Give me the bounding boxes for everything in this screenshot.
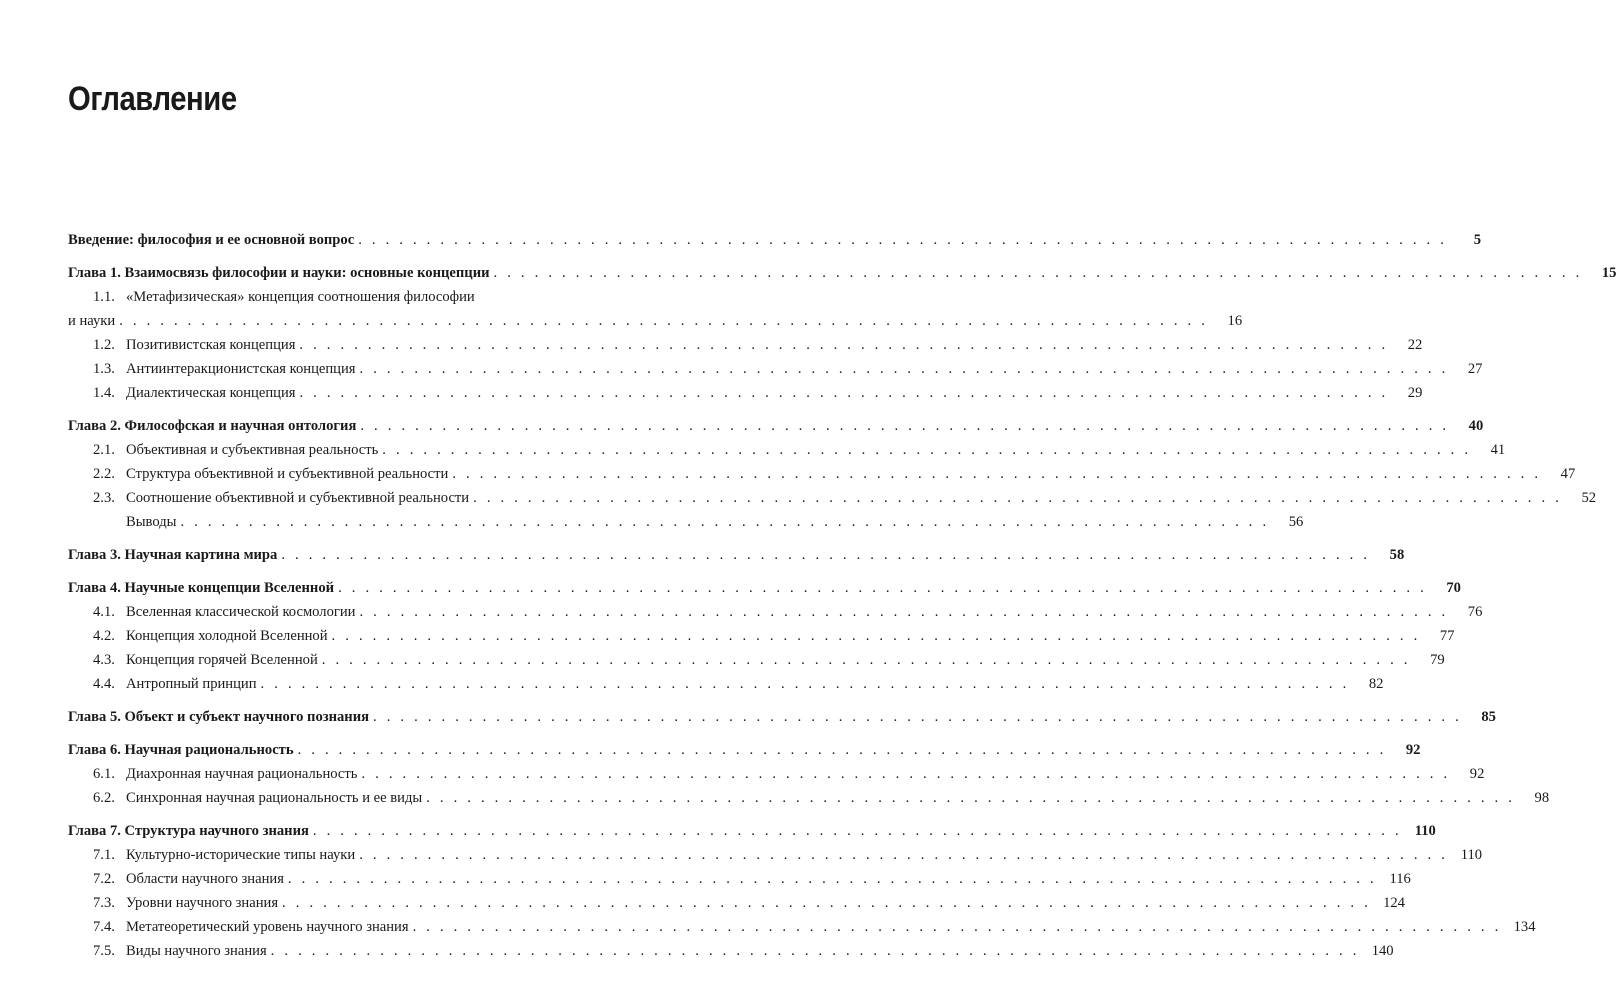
leader-dots: . . . . . . . . . . . . . . . . . . . . . . . . . . . . . . . . . . . . . . . . . . . . . . . . . . . . . . . . . . . . . . . . . . . . . . . . . . . . . . . . (358, 232, 1448, 248)
toc-entry-number: 4.4. (93, 676, 115, 692)
toc-entry-page: 116 (1389, 871, 1411, 887)
toc-entry-number: 6.2. (93, 790, 115, 806)
toc-entry-page: 124 (1383, 895, 1405, 911)
toc-chapter-title: Введение: философия и ее основной вопрос (68, 232, 355, 248)
toc-entry[interactable] (68, 786, 1550, 810)
toc-entry-number: 1.3. (93, 361, 115, 377)
toc-entry-title: Диалектическая концепция (126, 385, 296, 401)
toc-entry-page: 82 (1368, 676, 1384, 692)
toc-entry[interactable] (68, 762, 1485, 786)
toc-entry-number: 2.2. (93, 466, 115, 482)
toc-entry-continuation[interactable] (68, 309, 1243, 333)
toc-entry[interactable] (68, 915, 1536, 939)
toc-entry-title: Соотношение объективной и субъективной реальности (126, 490, 470, 506)
toc-entry[interactable] (68, 648, 1445, 672)
toc-entry-number: 4.2. (93, 628, 115, 644)
toc-entry-page: 76 (1467, 604, 1483, 620)
toc-entry-title: Концепция холодной Вселенной (126, 628, 328, 644)
toc-chapter-entry[interactable] (68, 228, 1482, 252)
toc-entry-title: Структура объективной и субъективной реальности (126, 466, 449, 482)
toc-chapter-entry[interactable] (68, 576, 1461, 600)
leader-dots: . . . . . . . . . . . . . . . . . . . . . . . . . . . . . . . . . . . . . . . . . . . . . . . . . . . . . . . . . . . . . . . . . . . . . . . . . . . . . . . . (180, 514, 1270, 530)
toc-entry[interactable] (68, 357, 1483, 381)
leader-dots: . . . . . . . . . . . . . . . . . . . . . . . . . . . . . . . . . . . . . . . . . . . . . . . . . . . . . . . . . . . . . . . . . . . . . . . . . . . . . . . . (260, 676, 1350, 692)
toc-entry[interactable] (68, 381, 1423, 405)
toc-entry-page: 22 (1407, 337, 1423, 353)
toc-entry-title: Позитивистская концепция (126, 337, 296, 353)
leader-dots: . . . . . . . . . . . . . . . . . . . . . . . . . . . . . . . . . . . . . . . . . . . . . . . . . . . . . . . . . . . . . . . . . . . . . . . . . . . . . . . . (119, 313, 1209, 329)
toc-entry-number: 2.3. (93, 490, 115, 506)
leader-dots: . . . . . . . . . . . . . . . . . . . . . . . . . . . . . . . . . . . . . . . . . . . . . . . . . . . . . . . . . . . . . . . . . . . . . . . . . . . . . . . . (359, 847, 1449, 863)
toc-chapter-entry[interactable] (68, 261, 1616, 285)
toc-entry[interactable] (68, 510, 1304, 534)
toc-entry[interactable] (68, 486, 1597, 510)
toc-entry[interactable] (68, 672, 1384, 696)
toc-entry-title: Культурно-исторические типы науки (126, 847, 356, 863)
toc-entry-page: 92 (1405, 742, 1421, 758)
toc-entry-page: 52 (1581, 490, 1597, 506)
leader-dots: . . . . . . . . . . . . . . . . . . . . . . . . . . . . . . . . . . . . . . . . . . . . . . . . . . . . . . . . . . . . . . . . . . . . . . . . . . . . . . . . (412, 919, 1502, 935)
toc-entry-title: Объективная и субъективная реальность (126, 442, 379, 458)
toc-entry-number: 7.4. (93, 919, 115, 935)
toc-entry[interactable] (68, 624, 1455, 648)
toc-entry-title: Синхронная научная рациональность и ее виды (126, 790, 423, 806)
toc-chapter-title: Глава 7. Структура научного знания (68, 823, 309, 839)
leader-dots: . . . . . . . . . . . . . . . . . . . . . . . . . . . . . . . . . . . . . . . . . . . . . . . . . . . . . . . . . . . . . . . . . . . . . . . . . . . . . . . . (382, 442, 1472, 458)
leader-dots: . . . . . . . . . . . . . . . . . . . . . . . . . . . . . . . . . . . . . . . . . . . . . . . . . . . . . . . . . . . . . . . . . . . . . . . . . . . . . . . . (359, 361, 1449, 377)
toc-entry-page: 110 (1460, 847, 1483, 863)
leader-dots: . . . . . . . . . . . . . . . . . . . . . . . . . . . . . . . . . . . . . . . . . . . . . . . . . . . . . . . . . . . . . . . . . . . . . . . . . . . . . . . . (281, 547, 1371, 563)
leader-dots: . . . . . . . . . . . . . . . . . . . . . . . . . . . . . . . . . . . . . . . . . . . . . . . . . . . . . . . . . . . . . . . . . . . . . . . . . . . . . . . . (299, 385, 1389, 401)
toc-entry-number: 7.3. (93, 895, 115, 911)
leader-dots: . . . . . . . . . . . . . . . . . . . . . . . . . . . . . . . . . . . . . . . . . . . . . . . . . . . . . . . . . . . . . . . . . . . . . . . . . . . . . . . . (359, 604, 1449, 620)
toc-entry-page: 85 (1481, 709, 1496, 725)
toc-entry-page: 92 (1469, 766, 1485, 782)
leader-dots: . . . . . . . . . . . . . . . . . . . . . . . . . . . . . . . . . . . . . . . . . . . . . . . . . . . . . . . . . . . . . . . . . . . . . . . . . . . . . . . . (338, 580, 1427, 596)
toc-entry[interactable] (68, 438, 1506, 462)
toc-entry[interactable] (68, 843, 1483, 867)
toc-entry[interactable] (68, 333, 1423, 357)
toc-entry-page: 40 (1468, 418, 1484, 434)
toc-entry-number: 1.1. (93, 289, 115, 305)
leader-dots: . . . . . . . . . . . . . . . . . . . . . . . . . . . . . . . . . . . . . . . . . . . . . . . . . . . . . . . . . . . . . . . . . . . . . . . . . . . . . . . . (270, 943, 1360, 959)
toc-entry-title: Антропный принцип (126, 676, 257, 692)
toc-entry-page: 29 (1407, 385, 1423, 401)
leader-dots: . . . . . . . . . . . . . . . . . . . . . . . . . . . . . . . . . . . . . . . . . . . . . . . . . . . . . . . . . . . . . . . . . . . . . . . . . . . . . . . . (473, 490, 1563, 506)
leader-dots: . . . . . . . . . . . . . . . . . . . . . . . . . . . . . . . . . . . . . . . . . . . . . . . . . . . . . . . . . . . . . . . . . . . . . . . . . . . . . . . . (331, 628, 1421, 644)
leader-dots: . . . . . . . . . . . . . . . . . . . . . . . . . . . . . . . . . . . . . . . . . . . . . . . . . . . . . . . . . . . . . . . . . . . . . . . . . . . . . . . . (299, 337, 1389, 353)
toc-entry-title: Виды научного знания (126, 943, 267, 959)
toc-entry-number: 7.2. (93, 871, 115, 887)
toc-entry-page: 134 (1513, 919, 1536, 935)
toc-entry[interactable] (68, 867, 1411, 891)
toc-entry-page: 56 (1288, 514, 1304, 530)
toc-entry[interactable] (68, 600, 1483, 624)
toc-entry-title: Области научного знания (126, 871, 284, 887)
leader-dots: . . . . . . . . . . . . . . . . . . . . . . . . . . . . . . . . . . . . . . . . . . . . . . . . . . . . . . . . . . . . . . . . . . . . . . . . . . . . . . . . (373, 709, 1462, 725)
toc-chapter-title: Глава 5. Объект и субъект научного познания (68, 709, 370, 725)
toc-entry-page: 77 (1439, 628, 1455, 644)
toc-entry-page: 27 (1467, 361, 1483, 377)
toc-entry-title: Концепция горячей Вселенной (126, 652, 318, 668)
toc-entry-title: Уровни научного знания (126, 895, 279, 911)
leader-dots: . . . . . . . . . . . . . . . . . . . . . . . . . . . . . . . . . . . . . . . . . . . . . . . . . . . . . . . . . . . . . . . . . . . . . . . . . . . . . . . . (287, 871, 1377, 887)
toc-entry[interactable] (68, 939, 1394, 963)
toc-entry-number: 7.1. (93, 847, 115, 863)
leader-dots: . . . . . . . . . . . . . . . . . . . . . . . . . . . . . . . . . . . . . . . . . . . . . . . . . . . . . . . . . . . . . . . . . . . . . . . . . . . . . . . . (426, 790, 1516, 806)
toc-entry[interactable] (68, 891, 1405, 915)
toc-entry-number: 1.4. (93, 385, 115, 401)
table-of-contents (68, 228, 1616, 963)
toc-chapter-entry[interactable] (68, 414, 1484, 438)
toc-entry-page: 70 (1446, 580, 1461, 596)
toc-chapter-title: Глава 1. Взаимосвязь философии и науки: основные концепции (68, 265, 490, 281)
leader-dots: . . . . . . . . . . . . . . . . . . . . . . . . . . . . . . . . . . . . . . . . . . . . . . . . . . . . . . . . . . . . . . . . . . . . . . . . . . . . . . . . (312, 823, 1402, 839)
toc-entry-number: 6.1. (93, 766, 115, 782)
toc-entry-page: 47 (1560, 466, 1576, 482)
toc-entry-number: 4.3. (93, 652, 115, 668)
leader-dots: . . . . . . . . . . . . . . . . . . . . . . . . . . . . . . . . . . . . . . . . . . . . . . . . . . . . . . . . . . . . . . . . . . . . . . . . . . . . . . . . (282, 895, 1371, 911)
toc-entry-page: 58 (1389, 547, 1405, 563)
toc-entry[interactable] (68, 462, 1576, 486)
toc-entry-page: 110 (1414, 823, 1436, 839)
toc-entry-title: Диахронная научная рациональность (126, 766, 358, 782)
leader-dots: . . . . . . . . . . . . . . . . . . . . . . . . . . . . . . . . . . . . . . . . . . . . . . . . . . . . . . . . . . . . . . . . . . . . . . . . . . . . . . . . (360, 418, 1450, 434)
toc-entry-title-continuation: и науки (68, 313, 116, 329)
leader-dots: . . . . . . . . . . . . . . . . . . . . . . . . . . . . . . . . . . . . . . . . . . . . . . . . . . . . . . . . . . . . . . . . . . . . . . . . . . . . . . . . (321, 652, 1411, 668)
toc-entry-page: 98 (1534, 790, 1550, 806)
toc-chapter-title: Глава 3. Научная картина мира (68, 547, 278, 563)
toc-entry-title: Выводы (126, 514, 177, 530)
leader-dots: . . . . . . . . . . . . . . . . . . . . . . . . . . . . . . . . . . . . . . . . . . . . . . . . . . . . . . . . . . . . . . . . . . . . . . . . . . . . . . . . (452, 466, 1542, 482)
toc-entry-page: 140 (1371, 943, 1394, 959)
leader-dots: . . . . . . . . . . . . . . . . . . . . . . . . . . . . . . . . . . . . . . . . . . . . . . . . . . . . . . . . . . . . . . . . . . . . . . . . . . . . . . . . (297, 742, 1387, 758)
toc-chapter-title: Глава 2. Философская и научная онтология (68, 418, 357, 434)
toc-entry-title: Вселенная классической космологии (126, 604, 356, 620)
toc-entry-page: 41 (1490, 442, 1506, 458)
toc-entry-page: 16 (1227, 313, 1243, 329)
toc-chapter-entry[interactable] (68, 738, 1421, 762)
toc-chapter-title: Глава 6. Научная рациональность (68, 742, 294, 758)
toc-chapter-title: Глава 4. Научные концепции Вселенной (68, 580, 335, 596)
leader-dots: . . . . . . . . . . . . . . . . . . . . . . . . . . . . . . . . . . . . . . . . . . . . . . . . . . . . . . . . . . . . . . . . . . . . . . . . . . . . . . . . (493, 265, 1583, 281)
toc-chapter-entry[interactable] (68, 705, 1496, 729)
toc-chapter-entry[interactable] (68, 543, 1405, 567)
toc-entry-number: 2.1. (93, 442, 115, 458)
page-title: Оглавление (68, 80, 237, 118)
toc-entry-number: 4.1. (93, 604, 115, 620)
leader-dots: . . . . . . . . . . . . . . . . . . . . . . . . . . . . . . . . . . . . . . . . . . . . . . . . . . . . . . . . . . . . . . . . . . . . . . . . . . . . . . . . (361, 766, 1451, 782)
toc-entry-page: 15 (1601, 265, 1616, 281)
toc-entry-number: 1.2. (93, 337, 115, 353)
toc-entry-title: Антиинтеракционистская концепция (126, 361, 356, 377)
toc-entry-page: 5 (1473, 232, 1482, 248)
toc-entry-title: «Метафизическая» концепция соотношения философии (126, 289, 475, 305)
toc-entry[interactable] (68, 285, 606, 309)
toc-entry-number: 7.5. (93, 943, 115, 959)
toc-chapter-entry[interactable] (68, 819, 1436, 843)
toc-entry-page: 79 (1430, 652, 1445, 668)
toc-entry-title: Метатеоретический уровень научного знания (126, 919, 409, 935)
